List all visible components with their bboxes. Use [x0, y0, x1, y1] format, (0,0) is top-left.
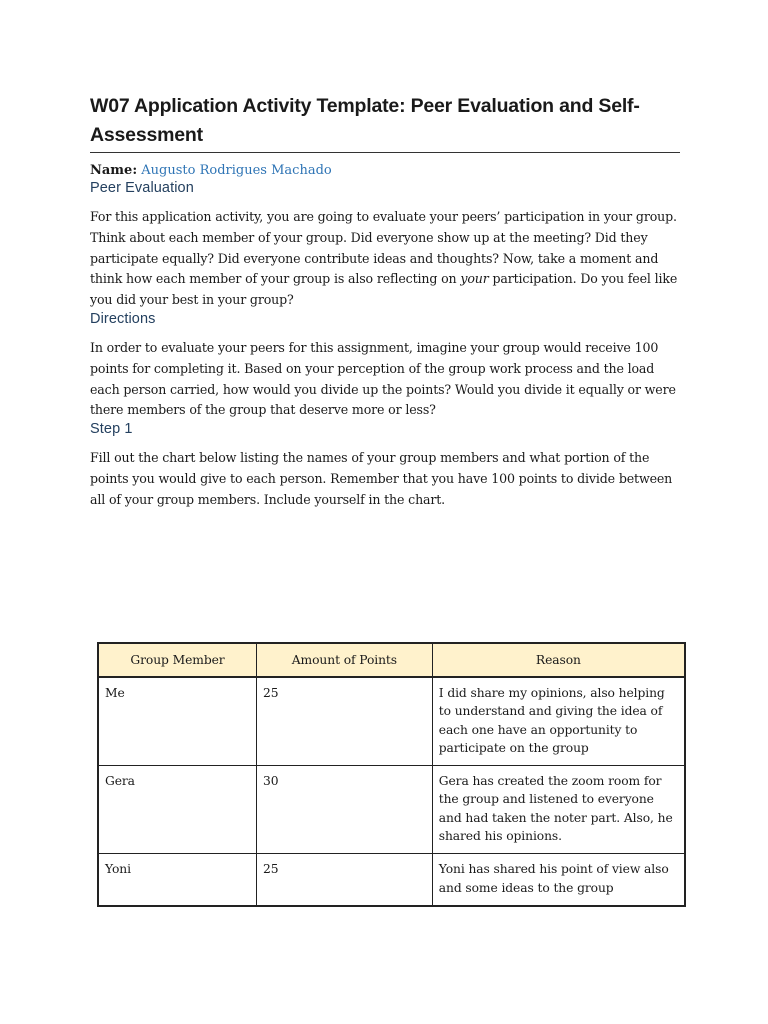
table-row [98, 677, 685, 766]
peer-text-emphasis: your [460, 271, 489, 287]
step1-heading: Step 1 [90, 421, 133, 438]
peer-text-part2: participation. Do you feel like you did your best in your group? [90, 271, 678, 308]
cell-points: 25 [257, 854, 433, 906]
header-amount-of-points: Amount of Points [257, 643, 433, 677]
name-line [90, 162, 680, 180]
directions-text: In order to evaluate your peers for this assignment, imagine your group would receive 100 points for completing it. Based on your perception of the group work process and the load each person carried, how would you divide up the points? Would you divide it equally or were there members of the group that deserve more or less? [90, 339, 676, 418]
cell-points: 30 [257, 766, 433, 854]
table-row [98, 854, 685, 906]
points-table [97, 642, 686, 907]
cell-member: Me [98, 677, 257, 766]
step1-text: Fill out the chart below listing the names of your group members and what portion of the points you would give to each person. Remember that you have 100 points to divide between all of your group members. Include yourself in the chart. [90, 450, 673, 507]
peer-evaluation-text [90, 207, 680, 311]
name-colon: : [132, 163, 138, 178]
peer-evaluation-heading: Peer Evaluation [90, 180, 194, 196]
cell-reason: Yoni has shared his point of view also and some ideas to the group [432, 854, 685, 906]
peer-text-part1: For this application activity, you are going to evaluate your peers’ participation in your group. Think about each member of your group. Did everyone show up at the meeting? Did they participate equally? Did everyone contribute ideas and thoughts? Now, take a moment and think how each member of your group is also reflecting on [90, 209, 677, 287]
cell-reason: Gera has created the zoom room for the group and listened to everyone and had taken the noter part. Also, he shared his opinions. [432, 766, 685, 854]
cell-member: Gera [98, 766, 257, 854]
header-reason: Reason [432, 643, 685, 677]
header-group-member: Group Member [98, 643, 257, 677]
table-row [98, 766, 685, 854]
name-label: Name [90, 163, 133, 178]
table-header-row [98, 643, 685, 677]
cell-member: Yoni [98, 854, 257, 906]
student-name: Augusto Rodrigues Machado [141, 163, 332, 178]
cell-points: 25 [257, 677, 433, 766]
directions-heading: Directions [90, 310, 156, 327]
cell-reason: I did share my opinions, also helping to understand and giving the idea of each one have an opportunity to participate on the group [432, 677, 685, 766]
document-title: W07 Application Activity Template: Peer Evaluation and Self-Assessment [90, 92, 680, 153]
document-page [90, 92, 680, 511]
